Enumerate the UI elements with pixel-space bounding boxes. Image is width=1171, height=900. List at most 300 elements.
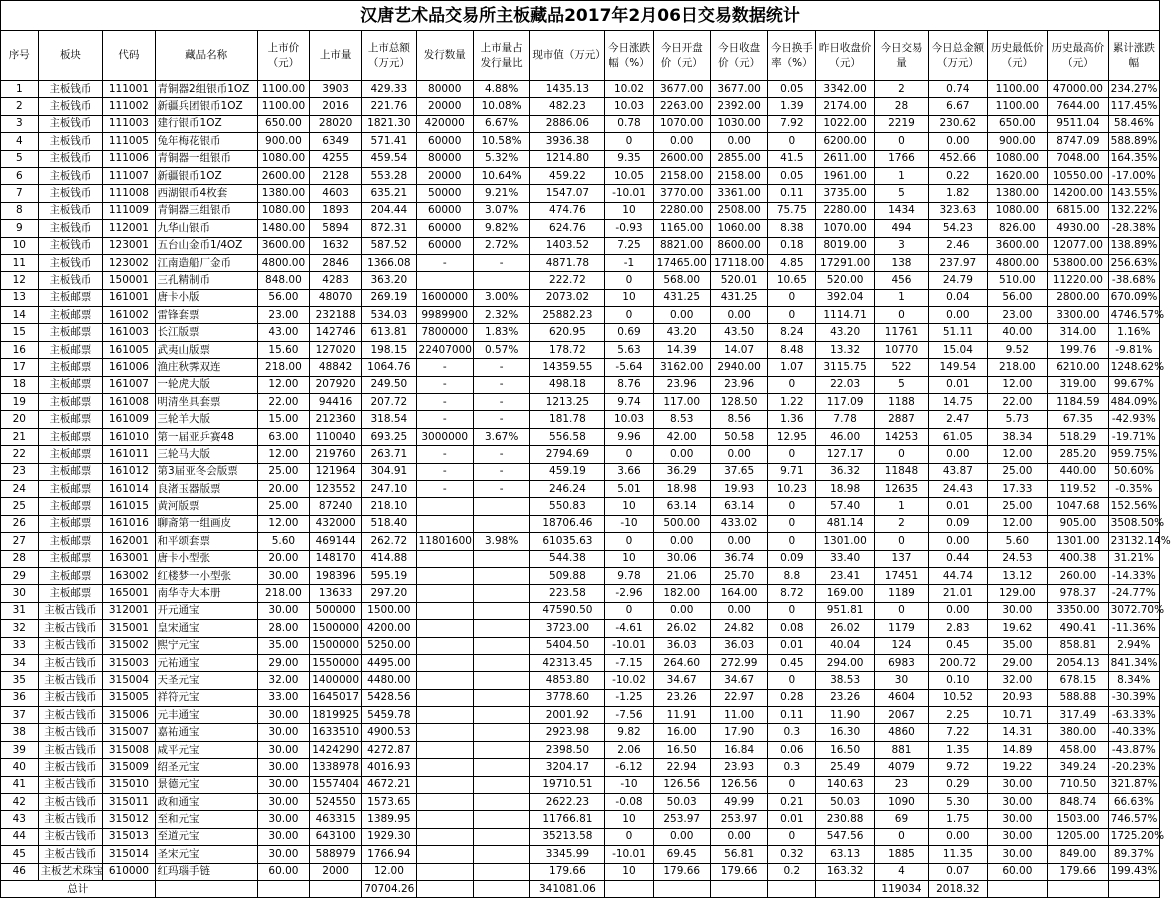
table-cell: 50.58 xyxy=(710,428,767,445)
table-cell: 主板邮票 xyxy=(38,324,103,341)
table-cell: -7.56 xyxy=(605,707,653,724)
table-cell: 50.03 xyxy=(653,794,710,811)
table-cell: 2073.02 xyxy=(530,289,605,306)
table-cell: 22.94 xyxy=(653,759,710,776)
table-cell: 80000 xyxy=(416,150,473,167)
table-cell: 10770 xyxy=(874,341,928,358)
table-cell: 826.00 xyxy=(987,220,1048,237)
table-cell: 30.00 xyxy=(987,794,1048,811)
table-cell: 285.20 xyxy=(1048,446,1109,463)
table-cell: 31 xyxy=(1,602,39,619)
table-cell: 3508.50% xyxy=(1108,515,1159,532)
table-cell xyxy=(416,689,473,706)
table-cell: 165001 xyxy=(103,585,155,602)
table-cell: 23.41 xyxy=(816,567,874,584)
table-cell: 黄河版票 xyxy=(155,498,257,515)
table-cell: 5.60 xyxy=(257,533,309,550)
table-cell: 34.67 xyxy=(710,672,767,689)
table-cell: 4480.00 xyxy=(362,672,416,689)
table-cell: 3361.00 xyxy=(710,185,767,202)
table-cell: 38.53 xyxy=(816,672,874,689)
table-cell: - xyxy=(416,254,473,271)
table-cell: -40.33% xyxy=(1108,724,1159,741)
table-cell: 161012 xyxy=(103,463,155,480)
table-cell: 179.66 xyxy=(530,863,605,880)
table-cell: 3.67% xyxy=(473,428,529,445)
table-row xyxy=(1,567,1160,584)
table-cell: 0.32 xyxy=(768,846,816,863)
table-cell: 4672.21 xyxy=(362,776,416,793)
table-cell: 0 xyxy=(874,446,928,463)
table-cell xyxy=(416,794,473,811)
table-cell: 4.85 xyxy=(768,254,816,271)
table-cell: 南华寺大本册 xyxy=(155,585,257,602)
table-cell: 431.25 xyxy=(710,289,767,306)
table-cell: 1100.00 xyxy=(257,98,309,115)
column-header: 历史最高价（元） xyxy=(1048,31,1109,81)
table-cell: 363.20 xyxy=(362,272,416,289)
table-cell: 1550000 xyxy=(310,654,362,671)
table-cell: 16.84 xyxy=(710,741,767,758)
table-cell: 3115.75 xyxy=(816,359,874,376)
table-cell: 0.18 xyxy=(768,237,816,254)
table-row xyxy=(1,794,1160,811)
table-cell: 161003 xyxy=(103,324,155,341)
table-cell: 19.22 xyxy=(987,759,1048,776)
table-cell xyxy=(416,724,473,741)
table-cell: 0 xyxy=(768,446,816,463)
table-cell: 199.43% xyxy=(1108,863,1159,880)
table-cell: 14 xyxy=(1,307,39,324)
table-cell: 25 xyxy=(1,498,39,515)
table-row xyxy=(1,811,1160,828)
sheet-title: 汉唐艺术品交易所主板藏品2017年2月06日交易数据统计 xyxy=(0,0,1160,30)
table-cell: 11761 xyxy=(874,324,928,341)
table-cell: 3.98% xyxy=(473,533,529,550)
table-cell: 392.04 xyxy=(816,289,874,306)
table-cell: 152.56% xyxy=(1108,498,1159,515)
table-cell: 0.10 xyxy=(929,672,987,689)
table-cell xyxy=(473,498,529,515)
table-cell: 20000 xyxy=(416,98,473,115)
table-cell: 2016 xyxy=(310,98,362,115)
table-cell: 670.09% xyxy=(1108,289,1159,306)
table-cell: 47590.50 xyxy=(530,602,605,619)
table-cell: 494 xyxy=(874,220,928,237)
table-cell xyxy=(416,515,473,532)
table-cell: 33 xyxy=(1,637,39,654)
table-cell: 元祐通宝 xyxy=(155,654,257,671)
table-cell: 0.11 xyxy=(768,707,816,724)
table-cell: -19.71% xyxy=(1108,428,1159,445)
table-cell: 14.75 xyxy=(929,394,987,411)
total-listing: 70704.26 xyxy=(362,880,416,897)
table-cell xyxy=(416,498,473,515)
table-cell: 650.00 xyxy=(987,115,1048,132)
table-cell: 140.63 xyxy=(816,776,874,793)
table-cell: 30.00 xyxy=(987,846,1048,863)
table-row xyxy=(1,689,1160,706)
table-row xyxy=(1,324,1160,341)
table-cell: 4272.87 xyxy=(362,741,416,758)
table-cell: 18706.46 xyxy=(530,515,605,532)
table-cell: 11.35 xyxy=(929,846,987,863)
table-cell: 3770.00 xyxy=(653,185,710,202)
table-cell: 178.72 xyxy=(530,341,605,358)
table-cell: 第一届亚乒赛48 xyxy=(155,428,257,445)
table-cell: 兔年梅花银币 xyxy=(155,133,257,150)
table-cell: 青铜器三组银币 xyxy=(155,202,257,219)
table-cell: 60000 xyxy=(416,237,473,254)
table-cell xyxy=(416,637,473,654)
table-cell: 9.74 xyxy=(605,394,653,411)
table-cell: 200.72 xyxy=(929,654,987,671)
table-cell: 710.50 xyxy=(1048,776,1109,793)
table-cell xyxy=(416,741,473,758)
table-cell: 10.23 xyxy=(768,480,816,497)
table-cell: 1.83% xyxy=(473,324,529,341)
table-cell: 2392.00 xyxy=(710,98,767,115)
table-cell: 440.00 xyxy=(1048,463,1109,480)
table-cell: 3350.00 xyxy=(1048,602,1109,619)
table-cell: 161001 xyxy=(103,289,155,306)
table-cell: 2794.69 xyxy=(530,446,605,463)
table-cell: 10 xyxy=(605,863,653,880)
table-cell: 23 xyxy=(1,463,39,480)
table-cell: 2.47 xyxy=(929,411,987,428)
table-cell: - xyxy=(416,376,473,393)
table-cell: 60000 xyxy=(416,133,473,150)
table-cell: 117.00 xyxy=(653,394,710,411)
table-cell: 848.74 xyxy=(1048,794,1109,811)
table-cell: 5.60 xyxy=(987,533,1048,550)
table-cell: 138.89% xyxy=(1108,237,1159,254)
table-cell: 30.00 xyxy=(257,759,309,776)
column-header: 上市量 xyxy=(310,31,362,81)
table-cell: 312001 xyxy=(103,602,155,619)
column-header: 今日收盘价（元） xyxy=(710,31,767,81)
table-cell: 三孔精制币 xyxy=(155,272,257,289)
table-cell: 129.00 xyxy=(987,585,1048,602)
table-row xyxy=(1,133,1160,150)
table-cell: 主板邮票 xyxy=(38,411,103,428)
table-cell: 主板古钱币 xyxy=(38,794,103,811)
table-cell: 45 xyxy=(1,846,39,863)
table-cell: 1022.00 xyxy=(816,115,874,132)
table-cell: 至道元宝 xyxy=(155,828,257,845)
table-cell: 0 xyxy=(768,672,816,689)
table-cell: 304.91 xyxy=(362,463,416,480)
table-cell: 33.40 xyxy=(816,550,874,567)
table-cell: 110040 xyxy=(310,428,362,445)
table-cell: 14253 xyxy=(874,428,928,445)
table-cell: 3677.00 xyxy=(653,81,710,98)
table-cell: 23.93 xyxy=(710,759,767,776)
table-cell: 0.00 xyxy=(710,602,767,619)
table-cell: -10.01 xyxy=(605,846,653,863)
table-cell: 1366.08 xyxy=(362,254,416,271)
table-cell: 10550.00 xyxy=(1048,167,1109,184)
table-cell: 29 xyxy=(1,567,39,584)
table-cell: 0.00 xyxy=(929,602,987,619)
table-cell: 222.72 xyxy=(530,272,605,289)
table-cell: 8.48 xyxy=(768,341,816,358)
table-cell: 37.65 xyxy=(710,463,767,480)
table-cell: 459.19 xyxy=(530,463,605,480)
table-cell: -7.15 xyxy=(605,654,653,671)
table-cell: 28 xyxy=(1,550,39,567)
table-cell: 223.58 xyxy=(530,585,605,602)
table-cell: 414.88 xyxy=(362,550,416,567)
table-cell: 明清坐具套票 xyxy=(155,394,257,411)
table-cell: 905.00 xyxy=(1048,515,1109,532)
table-cell: 317.49 xyxy=(1048,707,1109,724)
table-cell: 6983 xyxy=(874,654,928,671)
table-cell: 179.66 xyxy=(653,863,710,880)
table-cell: 主板古钱币 xyxy=(38,602,103,619)
table-cell: 元丰通宝 xyxy=(155,707,257,724)
table-cell: 21 xyxy=(1,428,39,445)
table-cell: 1620.00 xyxy=(987,167,1048,184)
table-cell: 2 xyxy=(874,515,928,532)
table-cell: 297.20 xyxy=(362,585,416,602)
table-cell: 60000 xyxy=(416,202,473,219)
table-cell: 3600.00 xyxy=(257,237,309,254)
table-cell: 1500.00 xyxy=(362,602,416,619)
table-cell: 24.53 xyxy=(987,550,1048,567)
table-cell: 294.00 xyxy=(816,654,874,671)
table-cell: 青铜器一组银币 xyxy=(155,150,257,167)
table-cell: 1434 xyxy=(874,202,928,219)
table-row xyxy=(1,220,1160,237)
table-cell: 36 xyxy=(1,689,39,706)
table-cell: 161016 xyxy=(103,515,155,532)
table-cell: 315009 xyxy=(103,759,155,776)
table-cell: 323.63 xyxy=(929,202,987,219)
table-cell: 0 xyxy=(768,498,816,515)
table-cell: 7048.00 xyxy=(1048,150,1109,167)
table-cell: 400.38 xyxy=(1048,550,1109,567)
table-cell: 315002 xyxy=(103,637,155,654)
table-cell: 482.23 xyxy=(530,98,605,115)
table-cell: 1380.00 xyxy=(257,185,309,202)
table-cell: 230.88 xyxy=(816,811,874,828)
table-cell: 25.00 xyxy=(987,463,1048,480)
table-cell: 9.82 xyxy=(605,724,653,741)
table-cell: 主板古钱币 xyxy=(38,689,103,706)
table-cell: 和平颂套票 xyxy=(155,533,257,550)
table-cell: 0 xyxy=(605,133,653,150)
table-cell: 44 xyxy=(1,828,39,845)
table-cell xyxy=(416,759,473,776)
table-cell: 1 xyxy=(874,289,928,306)
table-cell: -0.35% xyxy=(1108,480,1159,497)
table-cell: 30.00 xyxy=(257,602,309,619)
table-cell: 新疆兵团银币1OZ xyxy=(155,98,257,115)
table-cell: 主板邮票 xyxy=(38,498,103,515)
table-cell: 1725.20% xyxy=(1108,828,1159,845)
table-cell: 25.00 xyxy=(257,463,309,480)
table-cell xyxy=(473,846,529,863)
table-cell: 红玛瑙手链 xyxy=(155,863,257,880)
table-cell: 21.01 xyxy=(929,585,987,602)
table-cell: 4800.00 xyxy=(987,254,1048,271)
table-cell xyxy=(473,585,529,602)
table-cell: 2940.00 xyxy=(710,359,767,376)
table-cell: 2.72% xyxy=(473,237,529,254)
table-cell: 10.03 xyxy=(605,98,653,115)
table-cell: 858.81 xyxy=(1048,637,1109,654)
table-cell: 10.02 xyxy=(605,81,653,98)
table-cell: 14.07 xyxy=(710,341,767,358)
column-header: 今日开盘价（元） xyxy=(653,31,710,81)
table-cell: 99.67% xyxy=(1108,376,1159,393)
table-cell xyxy=(473,637,529,654)
table-cell: 94416 xyxy=(310,394,362,411)
table-cell: - xyxy=(473,411,529,428)
table-cell: 61.05 xyxy=(929,428,987,445)
table-cell: 46 xyxy=(1,863,39,880)
table-cell: 23 xyxy=(874,776,928,793)
table-cell: 25882.23 xyxy=(530,307,605,324)
table-cell: 绍圣元宝 xyxy=(155,759,257,776)
table-cell: 31.21% xyxy=(1108,550,1159,567)
table-cell: 7800000 xyxy=(416,324,473,341)
table-cell: 458.00 xyxy=(1048,741,1109,758)
table-cell: 30.00 xyxy=(257,811,309,828)
table-cell: 30.00 xyxy=(257,776,309,793)
table-cell: 1080.00 xyxy=(987,150,1048,167)
table-cell: -4.61 xyxy=(605,620,653,637)
data-table xyxy=(0,30,1171,898)
table-cell: 1070.00 xyxy=(653,115,710,132)
table-cell: 23.96 xyxy=(710,376,767,393)
table-cell: 17 xyxy=(1,359,39,376)
table-cell: 127.17 xyxy=(816,446,874,463)
table-cell: 498.18 xyxy=(530,376,605,393)
table-cell: - xyxy=(473,359,529,376)
table-row xyxy=(1,115,1160,132)
table-cell: 613.81 xyxy=(362,324,416,341)
table-cell: 50.60% xyxy=(1108,463,1159,480)
table-cell: 1301.00 xyxy=(1048,533,1109,550)
table-cell: 3936.38 xyxy=(530,133,605,150)
table-cell: 43.87 xyxy=(929,463,987,480)
table-cell xyxy=(473,654,529,671)
table-cell: 43.20 xyxy=(816,324,874,341)
table-cell xyxy=(473,272,529,289)
table-cell: 10 xyxy=(605,811,653,828)
table-cell: 8.34% xyxy=(1108,672,1159,689)
table-cell xyxy=(473,741,529,758)
table-cell: 36.74 xyxy=(710,550,767,567)
table-cell: 163002 xyxy=(103,567,155,584)
column-header: 今日总金额（万元） xyxy=(929,31,987,81)
table-cell: 36.03 xyxy=(710,637,767,654)
table-cell: 主板邮票 xyxy=(38,550,103,567)
table-cell: 主板古钱币 xyxy=(38,776,103,793)
table-row xyxy=(1,394,1160,411)
table-cell: 聊斋第一组画皮 xyxy=(155,515,257,532)
table-cell: -38.68% xyxy=(1108,272,1159,289)
table-cell: 315008 xyxy=(103,741,155,758)
table-cell: 主板古钱币 xyxy=(38,741,103,758)
table-cell: 2886.06 xyxy=(530,115,605,132)
table-cell: 主板邮票 xyxy=(38,289,103,306)
table-cell: 456 xyxy=(874,272,928,289)
table-cell: 60.00 xyxy=(257,863,309,880)
table-cell: 1080.00 xyxy=(257,202,309,219)
table-cell: 0 xyxy=(874,133,928,150)
table-row xyxy=(1,672,1160,689)
table-cell: 169.00 xyxy=(816,585,874,602)
table-cell: 315001 xyxy=(103,620,155,637)
table-cell: 19.62 xyxy=(987,620,1048,637)
table-cell: 881 xyxy=(874,741,928,758)
table-cell: 849.00 xyxy=(1048,846,1109,863)
table-cell: 4800.00 xyxy=(257,254,309,271)
table-cell: 2.94% xyxy=(1108,637,1159,654)
table-cell: 588.88 xyxy=(1048,689,1109,706)
table-cell: 0.45 xyxy=(768,654,816,671)
table-cell: 2219 xyxy=(874,115,928,132)
table-cell: 3677.00 xyxy=(710,81,767,98)
table-cell: 40 xyxy=(1,759,39,776)
table-cell: 12.00 xyxy=(257,446,309,463)
table-cell: 0.05 xyxy=(768,167,816,184)
table-cell: 49.99 xyxy=(710,794,767,811)
table-cell: 17118.00 xyxy=(710,254,767,271)
table-cell: 142746 xyxy=(310,324,362,341)
table-cell: 7.25 xyxy=(605,237,653,254)
table-cell: 36.03 xyxy=(653,637,710,654)
table-cell xyxy=(473,794,529,811)
table-cell xyxy=(416,620,473,637)
table-cell: 872.31 xyxy=(362,220,416,237)
table-cell: 0.2 xyxy=(768,863,816,880)
table-cell xyxy=(416,811,473,828)
table-cell xyxy=(473,602,529,619)
table-cell: 8 xyxy=(1,202,39,219)
table-cell: 204.44 xyxy=(362,202,416,219)
table-cell: 9 xyxy=(1,220,39,237)
table-cell: 主板钱币 xyxy=(38,167,103,184)
table-cell: 12.00 xyxy=(362,863,416,880)
table-cell: 693.25 xyxy=(362,428,416,445)
table-cell: 246.24 xyxy=(530,480,605,497)
table-cell: 63.00 xyxy=(257,428,309,445)
table-cell: 547.56 xyxy=(816,828,874,845)
table-cell: 520.01 xyxy=(710,272,767,289)
table-cell: 132.22% xyxy=(1108,202,1159,219)
table-cell: 150001 xyxy=(103,272,155,289)
table-cell: 11766.81 xyxy=(530,811,605,828)
table-cell: - xyxy=(416,463,473,480)
column-header: 上市量占发行量比 xyxy=(473,31,529,81)
table-cell: 26 xyxy=(1,515,39,532)
table-cell: 15.04 xyxy=(929,341,987,358)
column-header: 发行数量 xyxy=(416,31,473,81)
table-cell: 长江版票 xyxy=(155,324,257,341)
table-cell: 123002 xyxy=(103,254,155,271)
table-cell: 247.10 xyxy=(362,480,416,497)
table-cell: 1893 xyxy=(310,202,362,219)
table-cell: 56.00 xyxy=(987,289,1048,306)
table-cell xyxy=(473,689,529,706)
table-cell: 490.41 xyxy=(1048,620,1109,637)
table-cell: 1248.62% xyxy=(1108,359,1159,376)
table-cell: 63.14 xyxy=(710,498,767,515)
